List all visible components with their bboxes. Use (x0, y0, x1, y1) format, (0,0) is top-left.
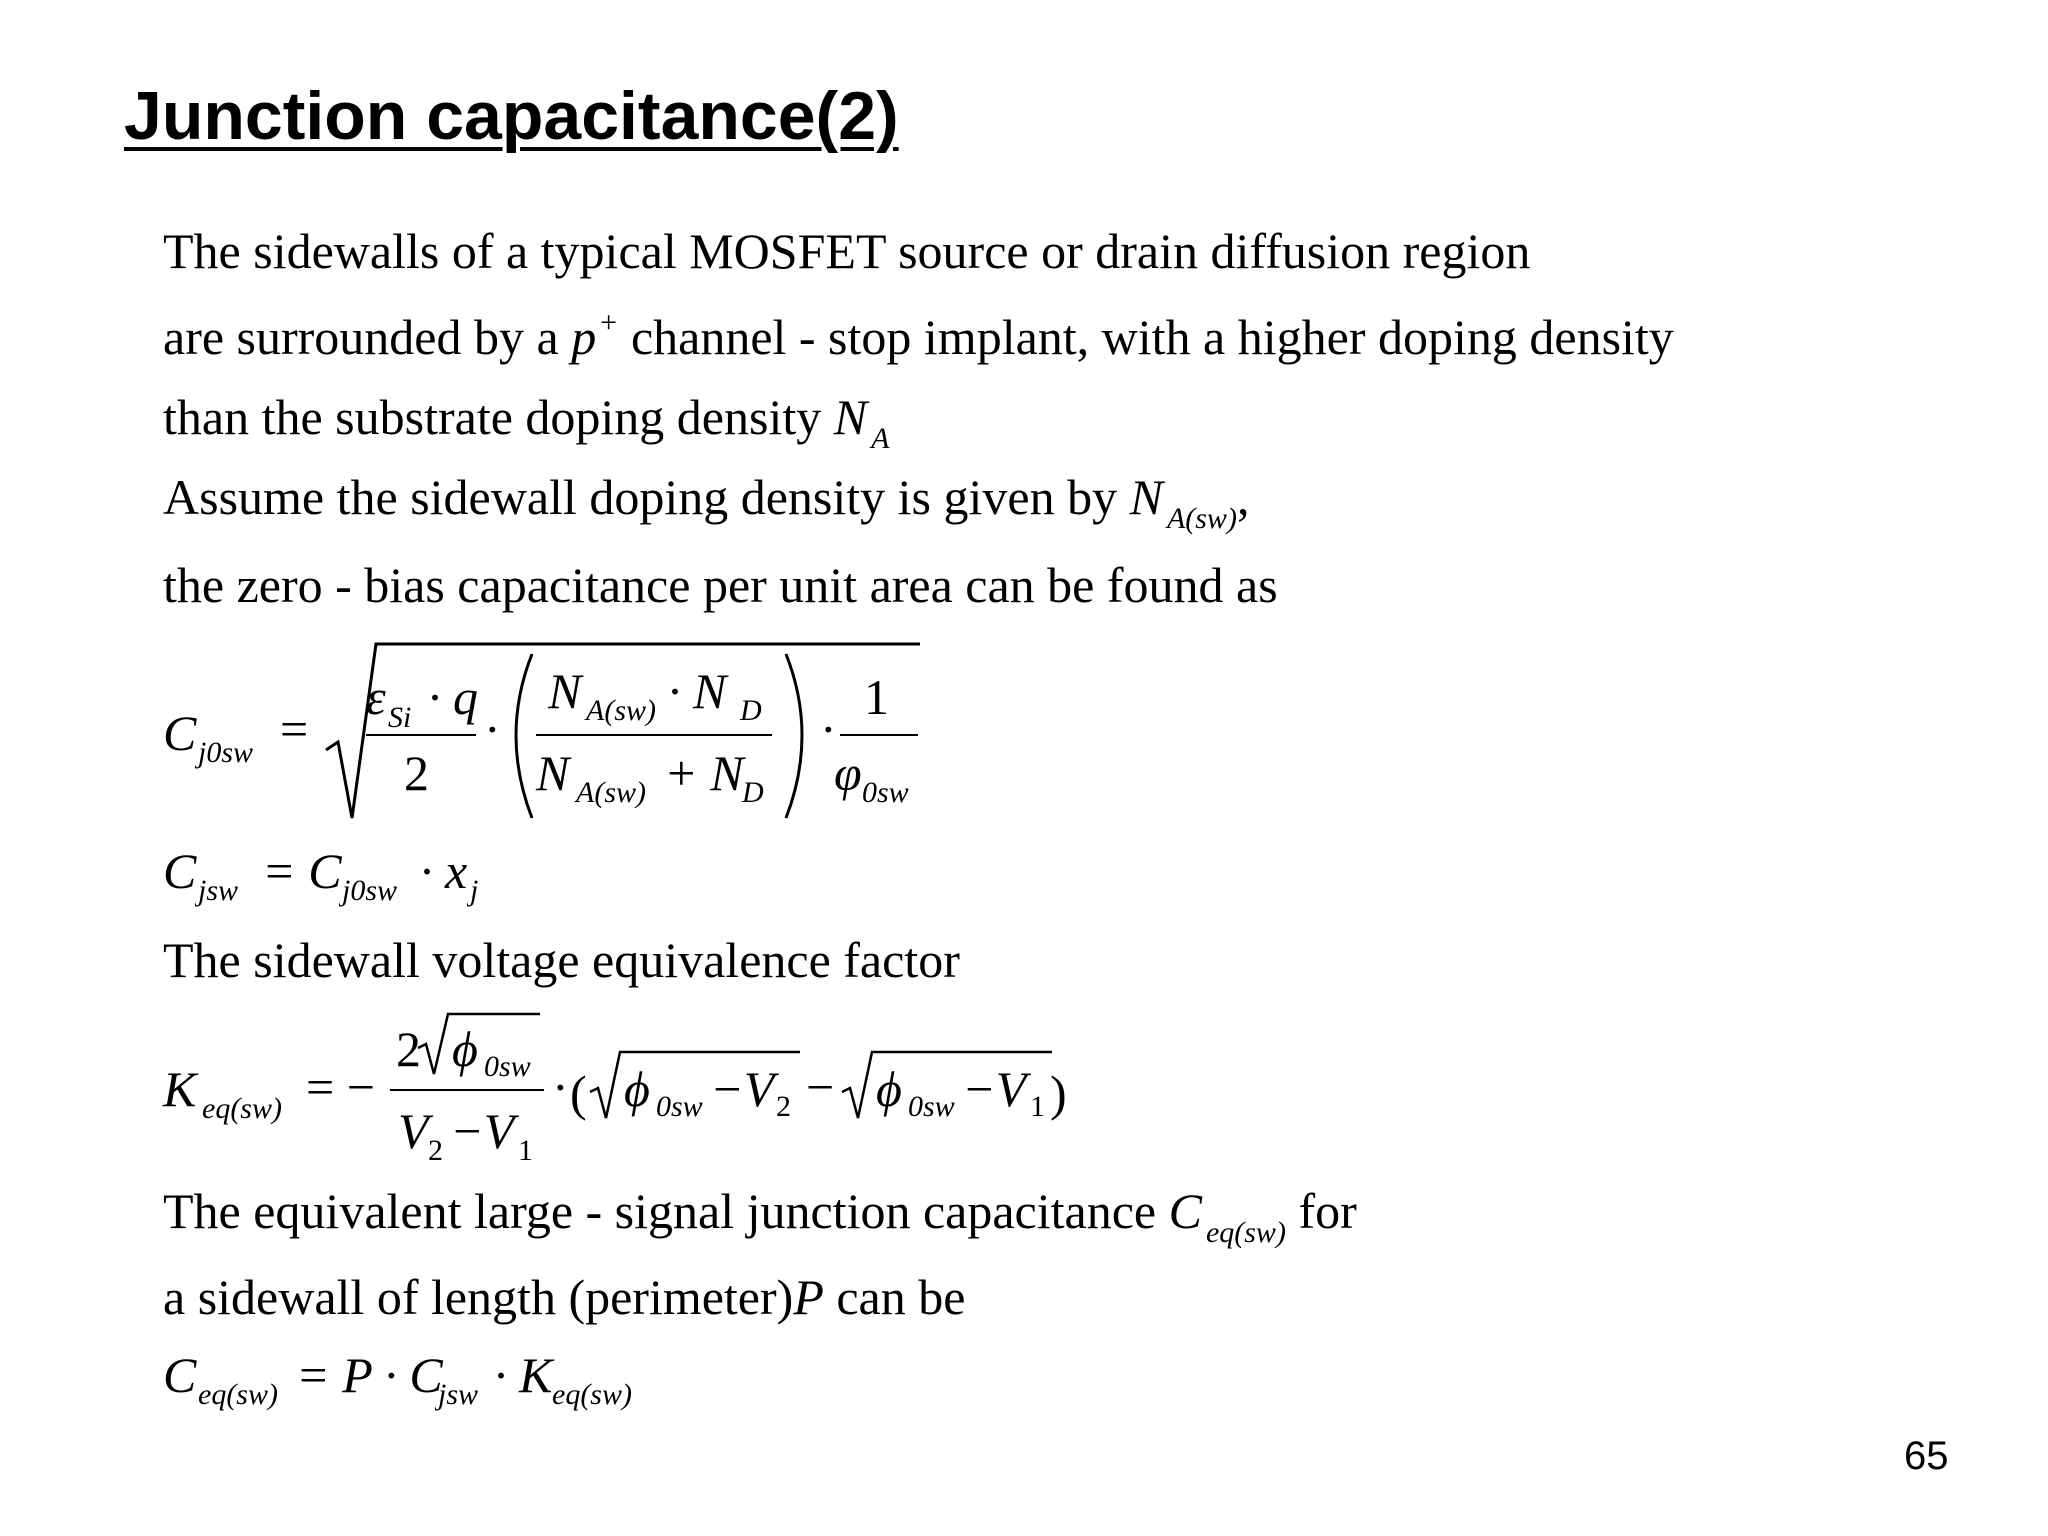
eq3-rparen: ) (1050, 1065, 1067, 1121)
eq3-minus-Vb: −V (962, 1061, 1027, 1117)
symbol-P: P (793, 1269, 824, 1325)
text-comma: , (1236, 469, 1250, 525)
eq1-two: 2 (404, 745, 429, 801)
eq3-Va-sub: 2 (776, 1090, 791, 1123)
text-sidewalls: The sidewalls of a typical MOSFET source or drain diffusion region (163, 223, 1531, 279)
eq1-phi: φ (834, 745, 862, 801)
eq1-plus-ND: + N (664, 745, 744, 801)
symbol-Ceq-sub: eq(sw) (1205, 1216, 1286, 1249)
eq3-phi-b-sub: 0sw (908, 1090, 955, 1123)
text-substrate: than the substrate doping density (163, 389, 834, 445)
text-for: for (1285, 1183, 1357, 1239)
eq3-V2: V (398, 1103, 429, 1159)
eq2-C: C (163, 843, 197, 899)
eq3-dot: · (552, 1059, 569, 1115)
eq2-dot-x: · x (420, 843, 468, 899)
eq3-V2-sub: 2 (428, 1134, 443, 1167)
eq4-C2-sub: jsw (438, 1378, 479, 1411)
eq2-eq-C: = C (262, 843, 342, 899)
eq1-dot-q: · q (428, 669, 478, 725)
symbol-A: A (871, 422, 890, 455)
text-surrounded: are surrounded by a (163, 309, 572, 365)
eq3-two: 2 (396, 1021, 421, 1077)
symbol-A-sw: A(sw) (1166, 502, 1237, 535)
eq1-dot2: · (820, 701, 837, 757)
text-equivalent: The equivalent large - signal junction capacitance (163, 1183, 1169, 1239)
eq4-dot-K: · K (494, 1347, 553, 1403)
eq3-minus-V1: −V (450, 1103, 515, 1159)
eq3-phi-sub: 0sw (484, 1050, 531, 1083)
eq1-equals: = (280, 701, 309, 757)
symbol-N: N (833, 389, 868, 445)
text-voltage-factor: The sidewall voltage equivalence factor (163, 932, 960, 988)
eq3-phi-a-sub: 0sw (656, 1090, 703, 1123)
eq4-C-sub: eq(sw) (198, 1378, 278, 1411)
eq3-K: K (163, 1061, 197, 1117)
page-number: 65 (1904, 1434, 1949, 1478)
eq3-Vb-sub: 1 (1030, 1090, 1045, 1123)
eq1-ND-sub: D (740, 694, 762, 727)
eq3-phi-a: ϕ (624, 1061, 650, 1117)
text-channel-stop: channel - stop implant, with a higher doping density (618, 309, 1674, 365)
eq1-N1-sub: A(sw) (586, 694, 656, 727)
eq1-dot-ND: · N (668, 663, 727, 719)
symbol-p: p (571, 309, 597, 365)
eq1-N1: N (548, 663, 582, 719)
eq1-eps: ε (366, 669, 386, 725)
eq4-K-sub: eq(sw) (552, 1378, 632, 1411)
eq3-equals-minus: = − (306, 1059, 375, 1115)
eq3-phi-b: ϕ (876, 1061, 902, 1117)
eq3-V1-sub: 1 (518, 1134, 533, 1167)
eq2-C2-sub: j0sw (342, 874, 398, 907)
eq1-N2-sub: A(sw) (576, 776, 646, 809)
eq4-eq-P: = P · C (296, 1347, 443, 1403)
eq1-eps-sub: Si (388, 701, 412, 734)
symbol-plus: + (598, 306, 619, 339)
eq3-K-sub: eq(sw) (202, 1092, 282, 1125)
eq3-phi: ϕ (452, 1021, 478, 1077)
eq3-lparen: ( (570, 1065, 587, 1121)
eq1-one: 1 (864, 669, 889, 725)
eq1-N2: N (536, 745, 570, 801)
eq1-phi-sub: 0sw (862, 776, 909, 809)
text-sidewall-length: a sidewall of length (perimeter) (163, 1269, 794, 1325)
eq4-C: C (163, 1347, 197, 1403)
eq1-C: C (163, 705, 197, 761)
eq3-minus-Va: −V (710, 1061, 775, 1117)
eq1-C-sub: j0sw (198, 736, 254, 769)
text-can-be: can be (823, 1269, 966, 1325)
text-zero-bias: the zero - bias capacitance per unit area can be found as (163, 557, 1278, 613)
eq3-minus-mid: − (806, 1059, 835, 1115)
symbol-Ceq: C (1168, 1183, 1202, 1239)
eq2-C-sub: jsw (198, 874, 239, 907)
symbol-N-sw: N (1129, 469, 1163, 525)
eq1-ND2-sub: D (742, 776, 764, 809)
text-assume: Assume the sidewall doping density is given by (163, 469, 1130, 525)
eq1-dot1: · (484, 701, 501, 757)
slide-title: Junction capacitance(2) (124, 78, 899, 154)
eq2-x-sub: j (470, 874, 479, 907)
